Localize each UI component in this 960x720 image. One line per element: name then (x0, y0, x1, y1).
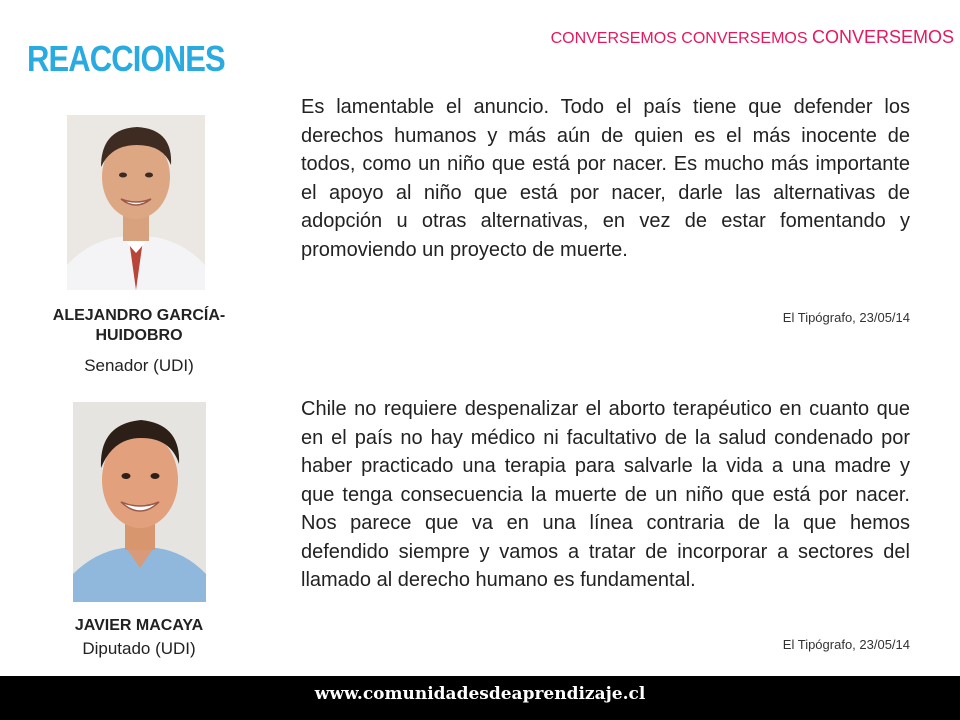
portrait-photo-macaya (73, 402, 206, 602)
tagline (551, 27, 954, 48)
tagline-word-3: CONVERSEMOS (811, 27, 954, 47)
page-title: REACCIONES (27, 38, 225, 79)
tagline-word-1: CONVERSEMOS (550, 30, 677, 47)
quote-source-2: El Tipógrafo, 23/05/14 (782, 637, 910, 652)
portrait-photo-garcia-huidobro (67, 115, 205, 290)
person-role-2: Diputado (UDI) (82, 639, 196, 658)
person-name-2: JAVIER MACAYA (74, 617, 204, 634)
portrait-illustration (73, 402, 206, 602)
portrait-illustration (67, 115, 205, 290)
quote-1: Es lamentable el anuncio. Todo el país tiene que defender los derechos humanos y más aún de quien es el más inocente de todos, como un niño que está por nacer. Es mucho más importante el apoyo al niño que está por nacer, darle las alternativas de adopción u otras alternativas, en vez de estar fomentando y promoviendo un proyecto de muerte. (301, 96, 910, 261)
person-name-1-line2: HUIDOBRO (95, 327, 183, 344)
person-name-1-line1: ALEJANDRO GARCÍA- (52, 307, 226, 324)
quote-2: Chile no requiere despenalizar el aborto terapéutico en cuanto que en el país no hay médico ni facultativo de la salud condenado por haber practicado una terapia para salvarle la vida a una madre y que tenga consecuencia la muerte de un niño que está por nacer. Nos parece que va en una línea contraria de la que hemos defendido siempre y vamos a tratar de incorporar a sectores del llamado al derecho humano es fundamental. (301, 398, 910, 591)
tagline-word-2: CONVERSEMOS (681, 30, 808, 47)
footer-url[interactable]: www.comunidadesdeaprendizaje.cl (314, 684, 646, 704)
quote-source-1: El Tipógrafo, 23/05/14 (782, 310, 910, 325)
person-name-1 (0, 306, 278, 346)
footer-bar (0, 676, 960, 720)
person-role-1: Senador (UDI) (84, 356, 194, 375)
